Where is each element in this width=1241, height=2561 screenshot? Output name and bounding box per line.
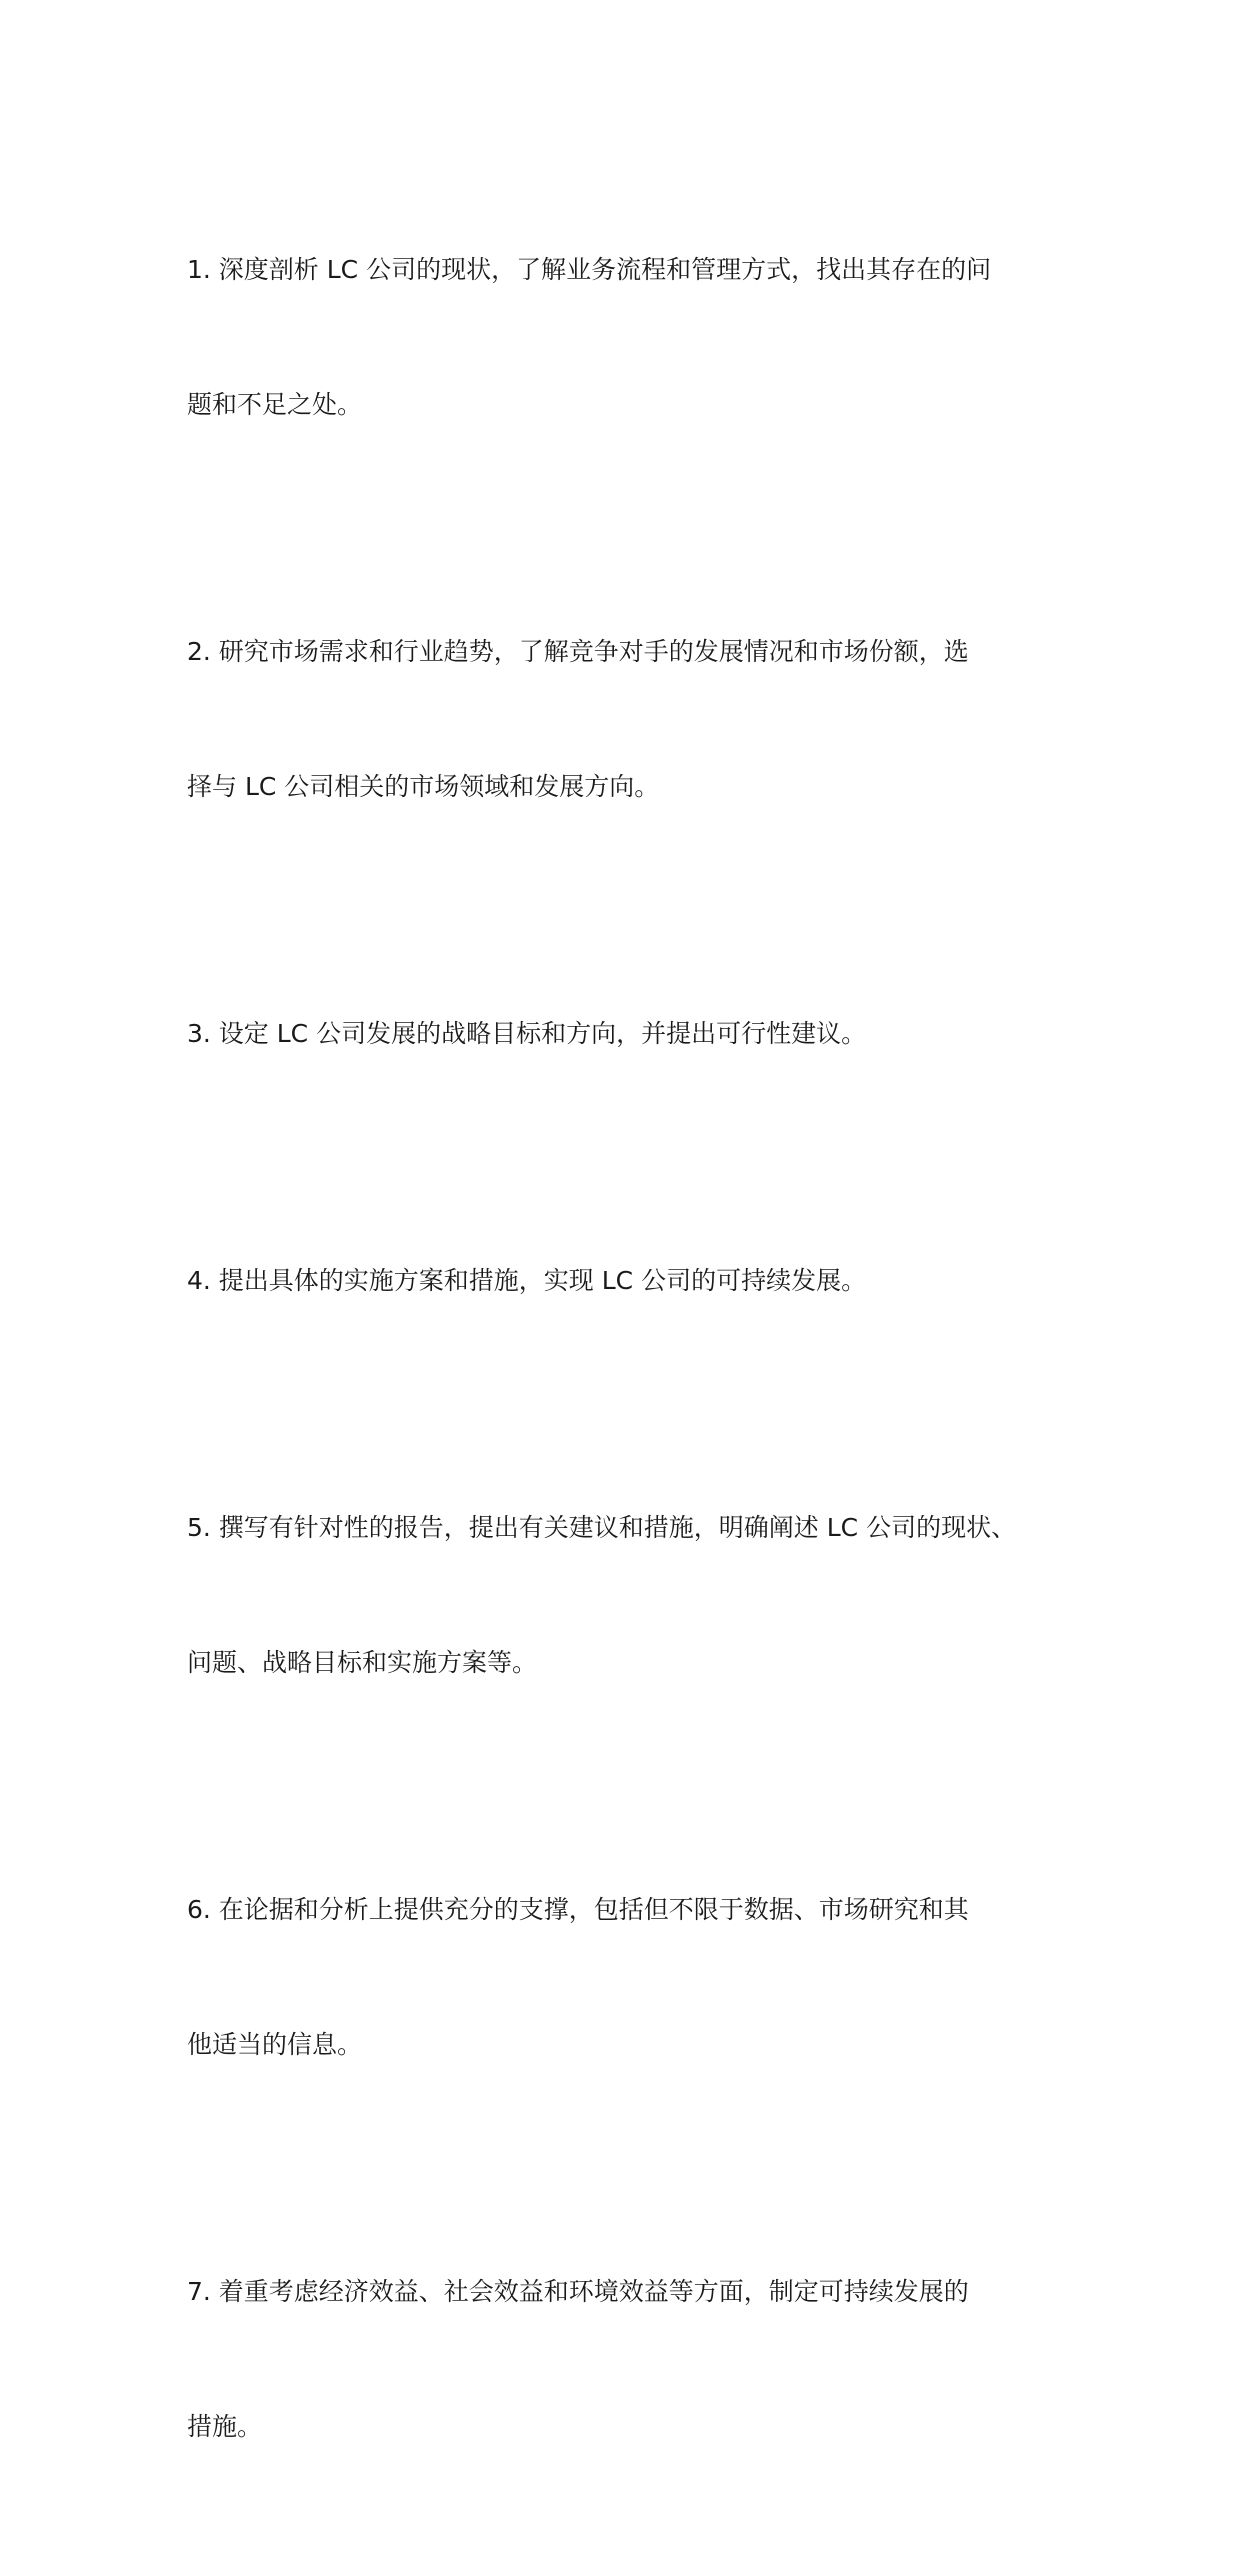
list-item-6 xyxy=(187,1797,1067,2157)
list-item-3 xyxy=(187,921,1067,1146)
list-item-7 xyxy=(187,2179,1067,2539)
list-item-2 xyxy=(187,539,1067,899)
list-item-1-line-1: 1. 深度剖析 LC 公司的现状，了解业务流程和管理方式，找出其存在的问 xyxy=(187,255,992,284)
list-item-3-line-1: 3. 设定 LC 公司发展的战略目标和方向，并提出可行性建议。 xyxy=(187,1019,867,1048)
list-item-1-line-2: 题和不足之处。 xyxy=(187,390,363,419)
list-item-5-line-1: 5. 撰写有针对性的报告，提出有关建议和措施，明确阐述 LC 公司的现状、 xyxy=(187,1513,1017,1542)
list-item-7-line-2: 措施。 xyxy=(187,2412,263,2441)
list-item-1 xyxy=(187,157,1067,517)
list-item-5-line-2: 问题、战略目标和实施方案等。 xyxy=(187,1648,538,1677)
list-item-2-line-1: 2. 研究市场需求和行业趋势，了解竞争对手的发展情况和市场份额，选 xyxy=(187,637,969,666)
list-item-2-line-2: 择与 LC 公司相关的市场领域和发展方向。 xyxy=(187,772,660,801)
numbered-list xyxy=(187,157,1067,2561)
list-item-6-line-2: 他适当的信息。 xyxy=(187,2030,363,2059)
list-item-6-line-1: 6. 在论据和分析上提供充分的支撑，包括但不限于数据、市场研究和其 xyxy=(187,1895,969,1924)
list-item-5 xyxy=(187,1415,1067,1775)
list-item-4-line-1: 4. 提出具体的实施方案和措施，实现 LC 公司的可持续发展。 xyxy=(187,1266,867,1295)
list-item-4 xyxy=(187,1168,1067,1393)
list-item-7-line-1: 7. 着重考虑经济效益、社会效益和环境效益等方面，制定可持续发展的 xyxy=(187,2277,969,2306)
